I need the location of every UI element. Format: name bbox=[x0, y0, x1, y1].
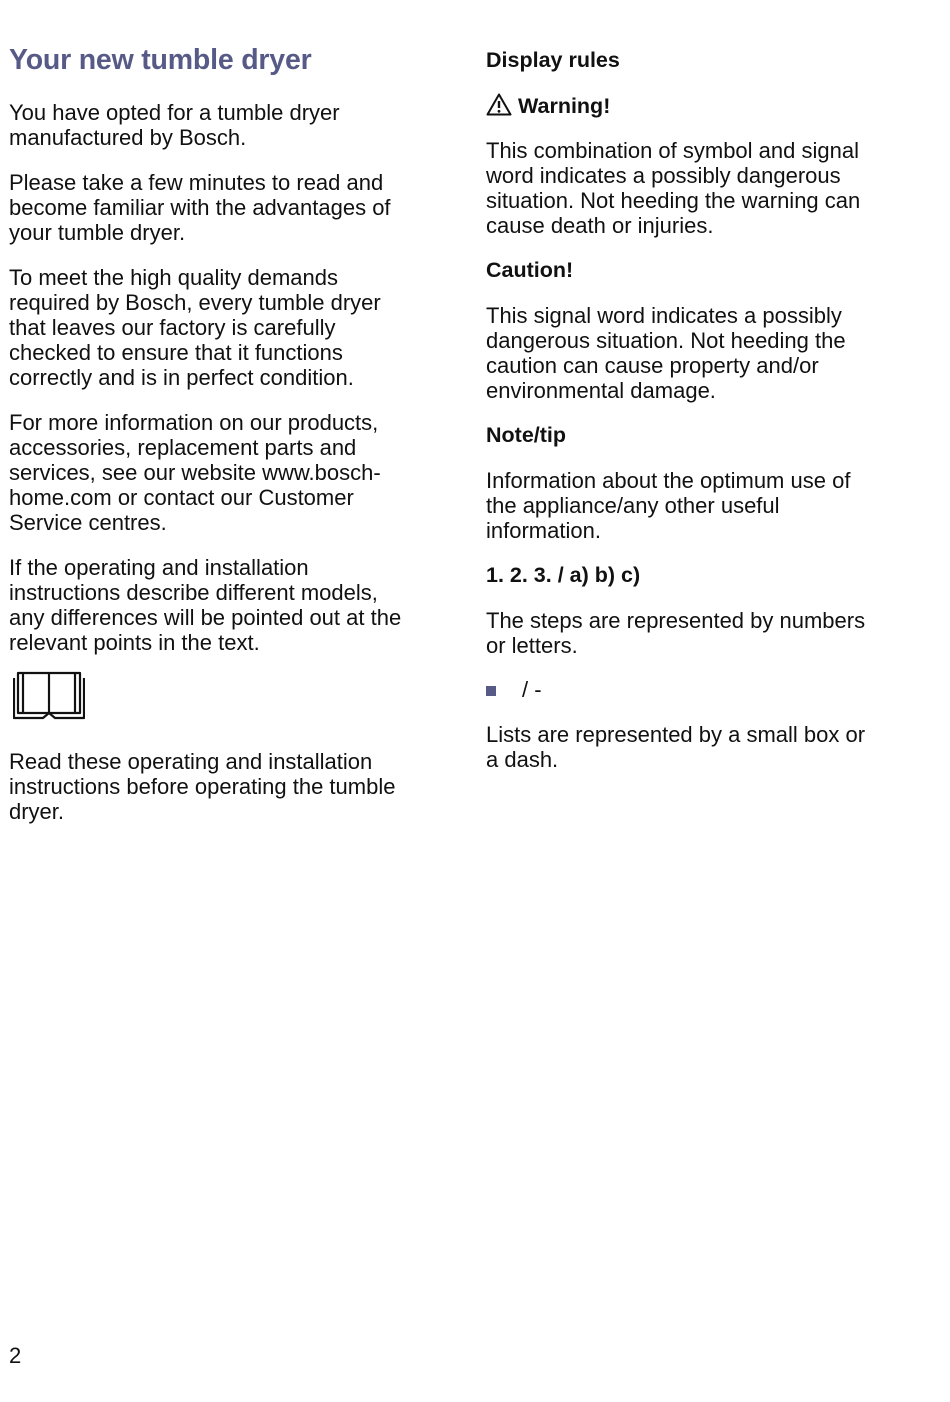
text-line: You have opted for a tumble dryer bbox=[9, 100, 340, 125]
text-line: cause death or injuries. bbox=[486, 213, 714, 238]
text-line: the appliance/any other useful bbox=[486, 493, 780, 518]
text-line: or letters. bbox=[486, 633, 578, 658]
warning-triangle-icon bbox=[486, 93, 512, 122]
text-line: instructions describe different models, bbox=[9, 580, 378, 605]
steps-text bbox=[486, 608, 865, 658]
text-line: become familiar with the advantages of bbox=[9, 195, 391, 220]
caution-text bbox=[486, 303, 846, 403]
models-paragraph bbox=[9, 555, 401, 655]
display-rules-heading: Display rules bbox=[486, 48, 620, 72]
open-book-icon bbox=[13, 670, 85, 727]
text-line: Read these operating and installation bbox=[9, 749, 373, 774]
note-heading: Note/tip bbox=[486, 423, 567, 447]
text-line: Service centres. bbox=[9, 510, 167, 535]
text-line: This combination of symbol and signal bbox=[486, 138, 859, 163]
quality-paragraph bbox=[9, 265, 381, 390]
text-line: home.com or contact our Customer bbox=[9, 485, 354, 510]
page-number: 2 bbox=[9, 1343, 22, 1368]
text-line: required by Bosch, every tumble dryer bbox=[9, 290, 381, 315]
text-line: a dash. bbox=[486, 747, 559, 772]
text-line: word indicates a possibly dangerous bbox=[486, 163, 841, 188]
text-line: The steps are represented by numbers bbox=[486, 608, 866, 633]
warning-heading bbox=[486, 93, 610, 122]
page-title: Your new tumble dryer bbox=[9, 44, 312, 76]
text-line: To meet the high quality demands bbox=[9, 265, 338, 290]
text-line: services, see our website www.bosch- bbox=[9, 460, 381, 485]
text-line: Information about the optimum use of bbox=[486, 468, 851, 493]
text-line: that leaves our factory is carefully bbox=[9, 315, 336, 340]
text-line: Please take a few minutes to read and bbox=[9, 170, 384, 195]
text-line: For more information on our products, bbox=[9, 410, 379, 435]
text-line: situation. Not heeding the warning can bbox=[486, 188, 861, 213]
small-box-bullet-icon bbox=[486, 686, 496, 696]
text-line: manufactured by Bosch. bbox=[9, 125, 247, 150]
familiarize-paragraph bbox=[9, 170, 391, 245]
note-text bbox=[486, 468, 850, 543]
text-line: relevant points in the text. bbox=[9, 630, 260, 655]
text-line: environmental damage. bbox=[486, 378, 716, 403]
warning-label: Warning! bbox=[518, 94, 611, 118]
text-line: If the operating and installation bbox=[9, 555, 309, 580]
text-line: Lists are represented by a small box or bbox=[486, 722, 866, 747]
text-line: dangerous situation. Not heeding the bbox=[486, 328, 846, 353]
steps-heading: 1. 2. 3. / a) b) c) bbox=[486, 563, 641, 587]
text-line: accessories, replacement parts and bbox=[9, 435, 357, 460]
text-line: This signal word indicates a possibly bbox=[486, 303, 842, 328]
more-info-paragraph bbox=[9, 410, 381, 535]
text-line: your tumble dryer. bbox=[9, 220, 186, 245]
list-symbols: / - bbox=[522, 677, 542, 702]
text-line: information. bbox=[486, 518, 601, 543]
read-instructions-paragraph bbox=[9, 749, 395, 824]
warning-text bbox=[486, 138, 860, 238]
text-line: checked to ensure that it functions bbox=[9, 340, 343, 365]
list-text bbox=[486, 722, 865, 772]
text-line: instructions before operating the tumble bbox=[9, 774, 396, 799]
caution-heading: Caution! bbox=[486, 258, 574, 282]
text-line: caution can cause property and/or bbox=[486, 353, 819, 378]
text-line: dryer. bbox=[9, 799, 65, 824]
intro-paragraph bbox=[9, 100, 340, 150]
text-line: any differences will be pointed out at the bbox=[9, 605, 402, 630]
text-line: correctly and is in perfect condition. bbox=[9, 365, 354, 390]
